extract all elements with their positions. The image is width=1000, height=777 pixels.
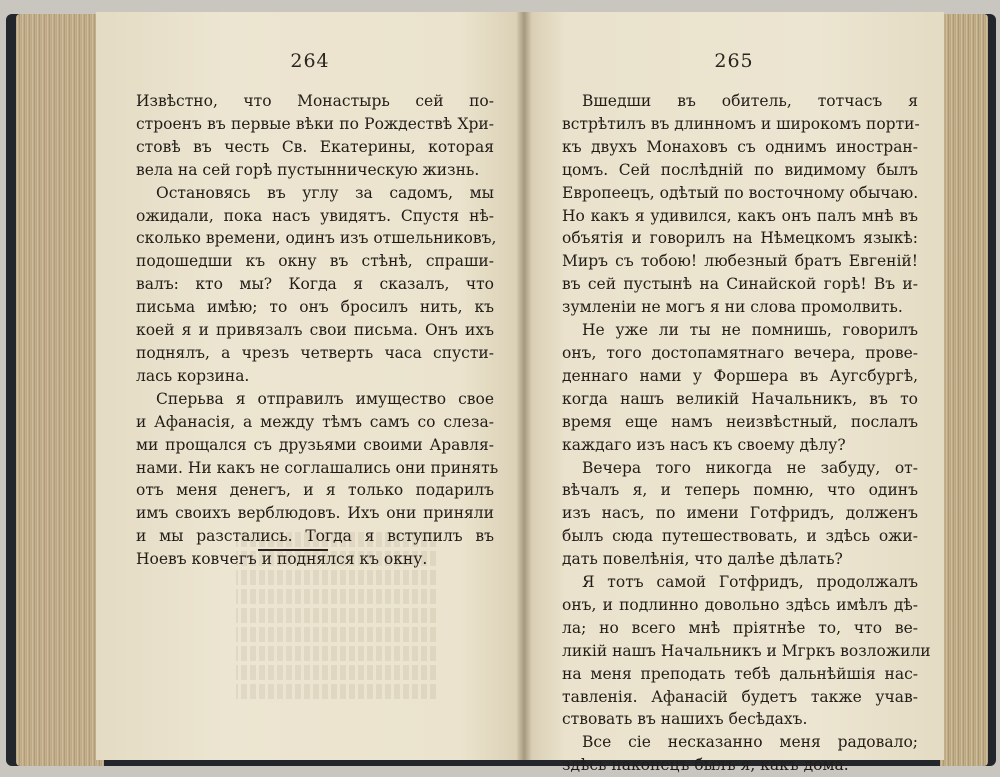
text-line: и мы разстались. Тогда я вступилъ въ bbox=[136, 527, 494, 546]
text-line: имъ своихъ верблюдовъ. Ихъ они приняли bbox=[136, 504, 494, 523]
text-line: Вшедши въ обитель, тотчасъ я bbox=[582, 92, 918, 110]
text-line: и Афанасія, а между тѣмъ самъ со слеза- bbox=[136, 412, 494, 431]
page-number: 264 bbox=[290, 50, 330, 72]
text-line: здѣсь наконецъ былъ я, какъ дома. bbox=[562, 756, 849, 775]
text-line: Миръ съ тобою! любезный братъ Евгеній! bbox=[562, 252, 918, 271]
text-line: валъ: кто мы? Когда я сказалъ, что bbox=[136, 275, 494, 294]
text-line: время еще намъ неизвѣстный, послалъ bbox=[562, 412, 918, 431]
text-line: Остановясь въ углу за садомъ, мы bbox=[156, 183, 494, 202]
text-line: объятія и говорилъ на Нѣмецкомъ языкѣ: bbox=[562, 229, 918, 248]
text-line: Европеецъ, одѣтый по восточному обычаю. bbox=[562, 183, 919, 202]
page-number: 265 bbox=[714, 50, 754, 72]
text-line: дать повелѣнія, что далѣе дѣлать? bbox=[562, 550, 843, 569]
text-line: ла; но всего мнѣ пріятнѣе то, что ве- bbox=[562, 618, 918, 637]
text-line: сколько времени, одинъ изъ отшельниковъ, bbox=[136, 229, 497, 248]
text-line: строенъ въ первые вѣки по Рождествѣ Хри- bbox=[136, 114, 494, 133]
text-line: онъ, и подлинно довольно здѣсь имѣлъ дѣ- bbox=[562, 595, 918, 614]
text-line: зумленіи не могъ я ни слова промолвить. bbox=[562, 298, 903, 317]
text-line: ликій нашъ Начальникъ и Мгркъ возложили bbox=[562, 641, 931, 660]
text-line: на меня преподать тебѣ дальнѣйшія нас- bbox=[562, 664, 918, 683]
left-page bbox=[96, 12, 524, 760]
text-line: онъ, того достопамятнаго вечера, прове- bbox=[562, 343, 918, 362]
text-line: нами. Ни какъ не соглашались они принять bbox=[136, 458, 499, 477]
text-line: письма имѣю; то онъ бросилъ нить, къ bbox=[136, 298, 494, 317]
text-line: Все сіе несказанно меня радовало; bbox=[582, 733, 918, 752]
text-line: подошедши къ окну въ стѣнѣ, спраши- bbox=[136, 252, 494, 271]
text-line: Сперьва я отправилъ имущество свое bbox=[156, 389, 494, 408]
text-line: поднялъ, а чрезъ четверть часа спусти- bbox=[136, 343, 494, 362]
text-line: къ двухъ Монаховъ съ однимъ иностран- bbox=[562, 137, 918, 156]
text-line: ми прощался съ друзьями своими Аравля- bbox=[136, 435, 494, 454]
body-text bbox=[562, 90, 931, 777]
body-text bbox=[136, 90, 499, 571]
book-gutter bbox=[516, 12, 532, 760]
text-line: лась корзина. bbox=[136, 366, 250, 385]
text-line: изъ насъ, по имени Готфридъ, долженъ bbox=[562, 504, 918, 523]
text-line: каждаго изъ насъ къ своему дѣлу? bbox=[562, 435, 846, 454]
text-line: отъ меня денегъ, и я только подарилъ bbox=[136, 481, 494, 500]
page-edges-right bbox=[940, 14, 988, 766]
page-edges-left bbox=[16, 14, 104, 766]
text-line: тавленія. Афанасій будетъ также учав- bbox=[562, 687, 918, 706]
text-line: стовѣ въ честь Св. Екатерины, которая bbox=[136, 137, 494, 156]
text-line: Вечера того никогда не забуду, от- bbox=[582, 458, 918, 477]
text-line: ствовать въ нашихъ бесѣдахъ. bbox=[562, 710, 808, 729]
text-line: вела на сей горѣ пустынническую жизнь. bbox=[136, 160, 480, 179]
text-line: деннаго нами у Форшера въ Аугсбургѣ, bbox=[562, 366, 918, 385]
text-line: Извѣстно, что Монастырь сей по- bbox=[136, 92, 494, 110]
text-line: Я тотъ самой Готфридъ, продолжалъ bbox=[582, 573, 918, 592]
text-line: ожидали, пока насъ увидятъ. Спустя нѣ- bbox=[136, 206, 494, 225]
text-line: коей я и привязалъ свои письма. Онъ ихъ bbox=[136, 321, 494, 340]
text-line: когда нашъ великій Начальникъ, въ то bbox=[562, 389, 918, 408]
text-line: Но какъ я удивился, какъ онъ палъ мнѣ въ bbox=[562, 206, 918, 225]
text-line: былъ сюда путешествовать, и здѣсь ожи- bbox=[562, 527, 918, 546]
text-line: въ сей пустынѣ на Синайской горѣ! Въ и- bbox=[562, 275, 918, 294]
text-line: вѣчалъ я, и теперь помню, что одинъ bbox=[562, 481, 918, 500]
text-line: цомъ. Сей послѣдній по видимому былъ bbox=[562, 160, 918, 179]
text-line: Ноевъ ковчегъ и поднялся къ окну. bbox=[136, 550, 428, 569]
right-page bbox=[524, 12, 944, 775]
text-line: Не уже ли ты не помнишь, говорилъ bbox=[582, 321, 918, 340]
text-line: встрѣтилъ въ длинномъ и широкомъ порти- bbox=[562, 114, 920, 133]
section-divider bbox=[258, 549, 328, 551]
